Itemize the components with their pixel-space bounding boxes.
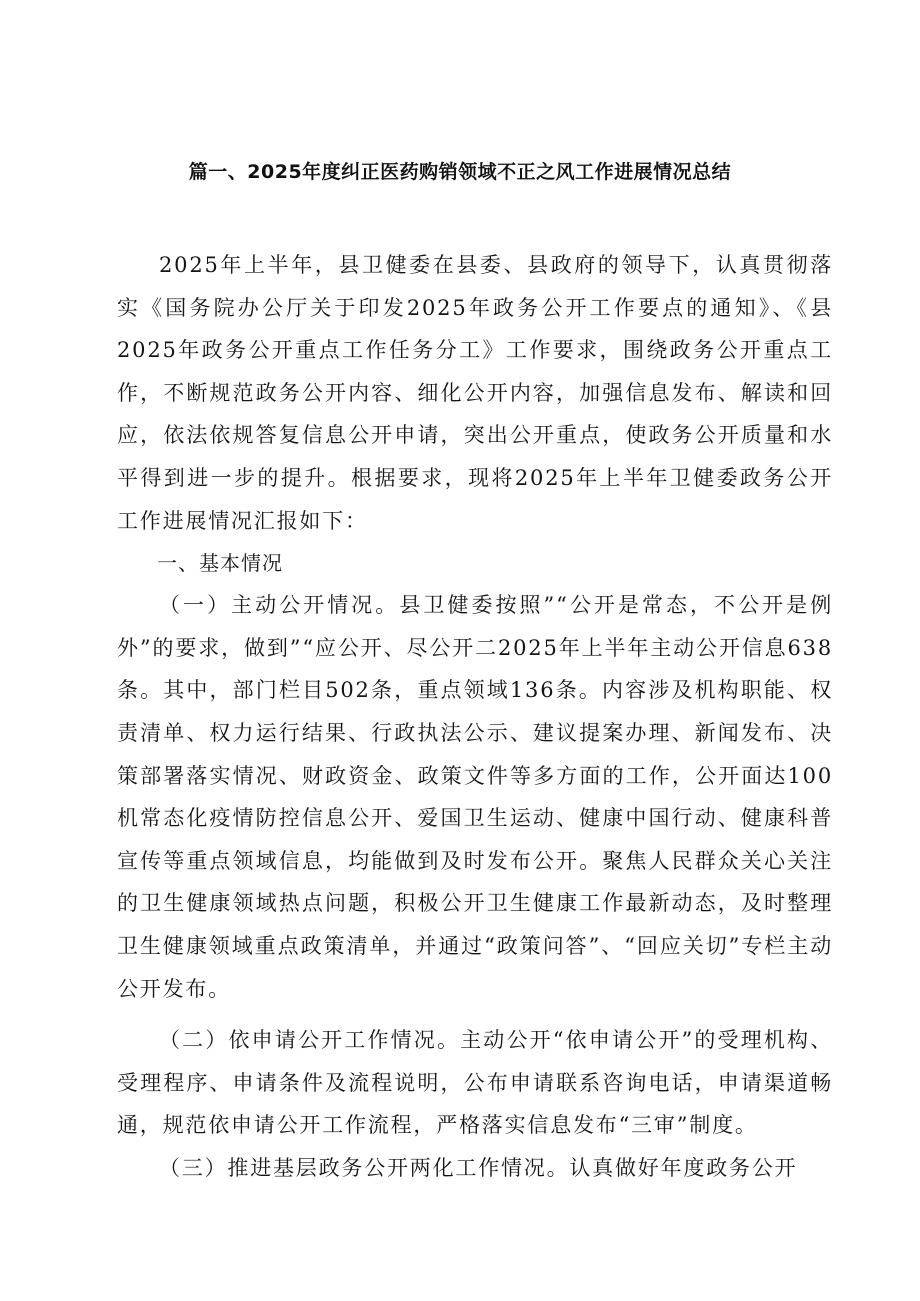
paragraph-grassroots-disclosure: （三）推进基层政务公开两化工作情况。认真做好年度政务公开 (159, 1155, 798, 1180)
paragraph-spacer (117, 1010, 833, 1019)
document-title: 篇一、2025年度纠正医药购销领域不正之风工作进展情况总结 (188, 161, 732, 183)
document-body (117, 244, 833, 1189)
paragraph-proactive-disclosure: （一）主动公开情况。县卫健委按照”“公开是常态，不公开是例外”的要求，做到”“应公开、尽公开二2025年上半年主动公开信息638条。其中，部门栏目502条，重点领域136条。内容涉及机构职能、权责清单、权力运行结果、行政执法公示、建议提案办理、新闻发布、决策部署落实情况、财政资金、政策文件等多方面的工作，公开面达100机常态化疫情防控信息公开、爱国卫生运动、健康中国行动、健康科普宣传等重点领域信息，均能做到及时发布公开。聚焦人民群众关心关注的卫生健康领域热点问题，积极公开卫生健康工作最新动态，及时整理卫生健康领域重点政策清单，并通过“政策问答”、“回应关切”专栏主动公开发布。 (117, 593, 833, 1001)
section-heading-basic-situation: 一、基本情况 (157, 551, 283, 576)
intro-paragraph: 2025年上半年，县卫健委在县委、县政府的领导下，认真贯彻落实《国务院办公厅关于印发2025年政务公开工作要点的通知》、《县2025年政务公开重点工作任务分工》工作要求，围绕政务公开重点工作，不断规范政务公开内容、细化公开内容，加强信息发布、解读和回应，依法依规答复信息公开申请，突出公开重点，使政务公开质量和水平得到进一步的提升。根据要求，现将2025年上半年卫健委政务公开工作进展情况汇报如下： (117, 253, 833, 533)
paragraph-application-disclosure: （二）依申请公开工作情况。主动公开“依申请公开”的受理机构、受理程序、申请条件及流程说明，公布申请联系咨询电话，申请渠道畅通，规范依申请公开工作流程，严格落实信息发布“三审”制度。 (117, 1028, 833, 1138)
